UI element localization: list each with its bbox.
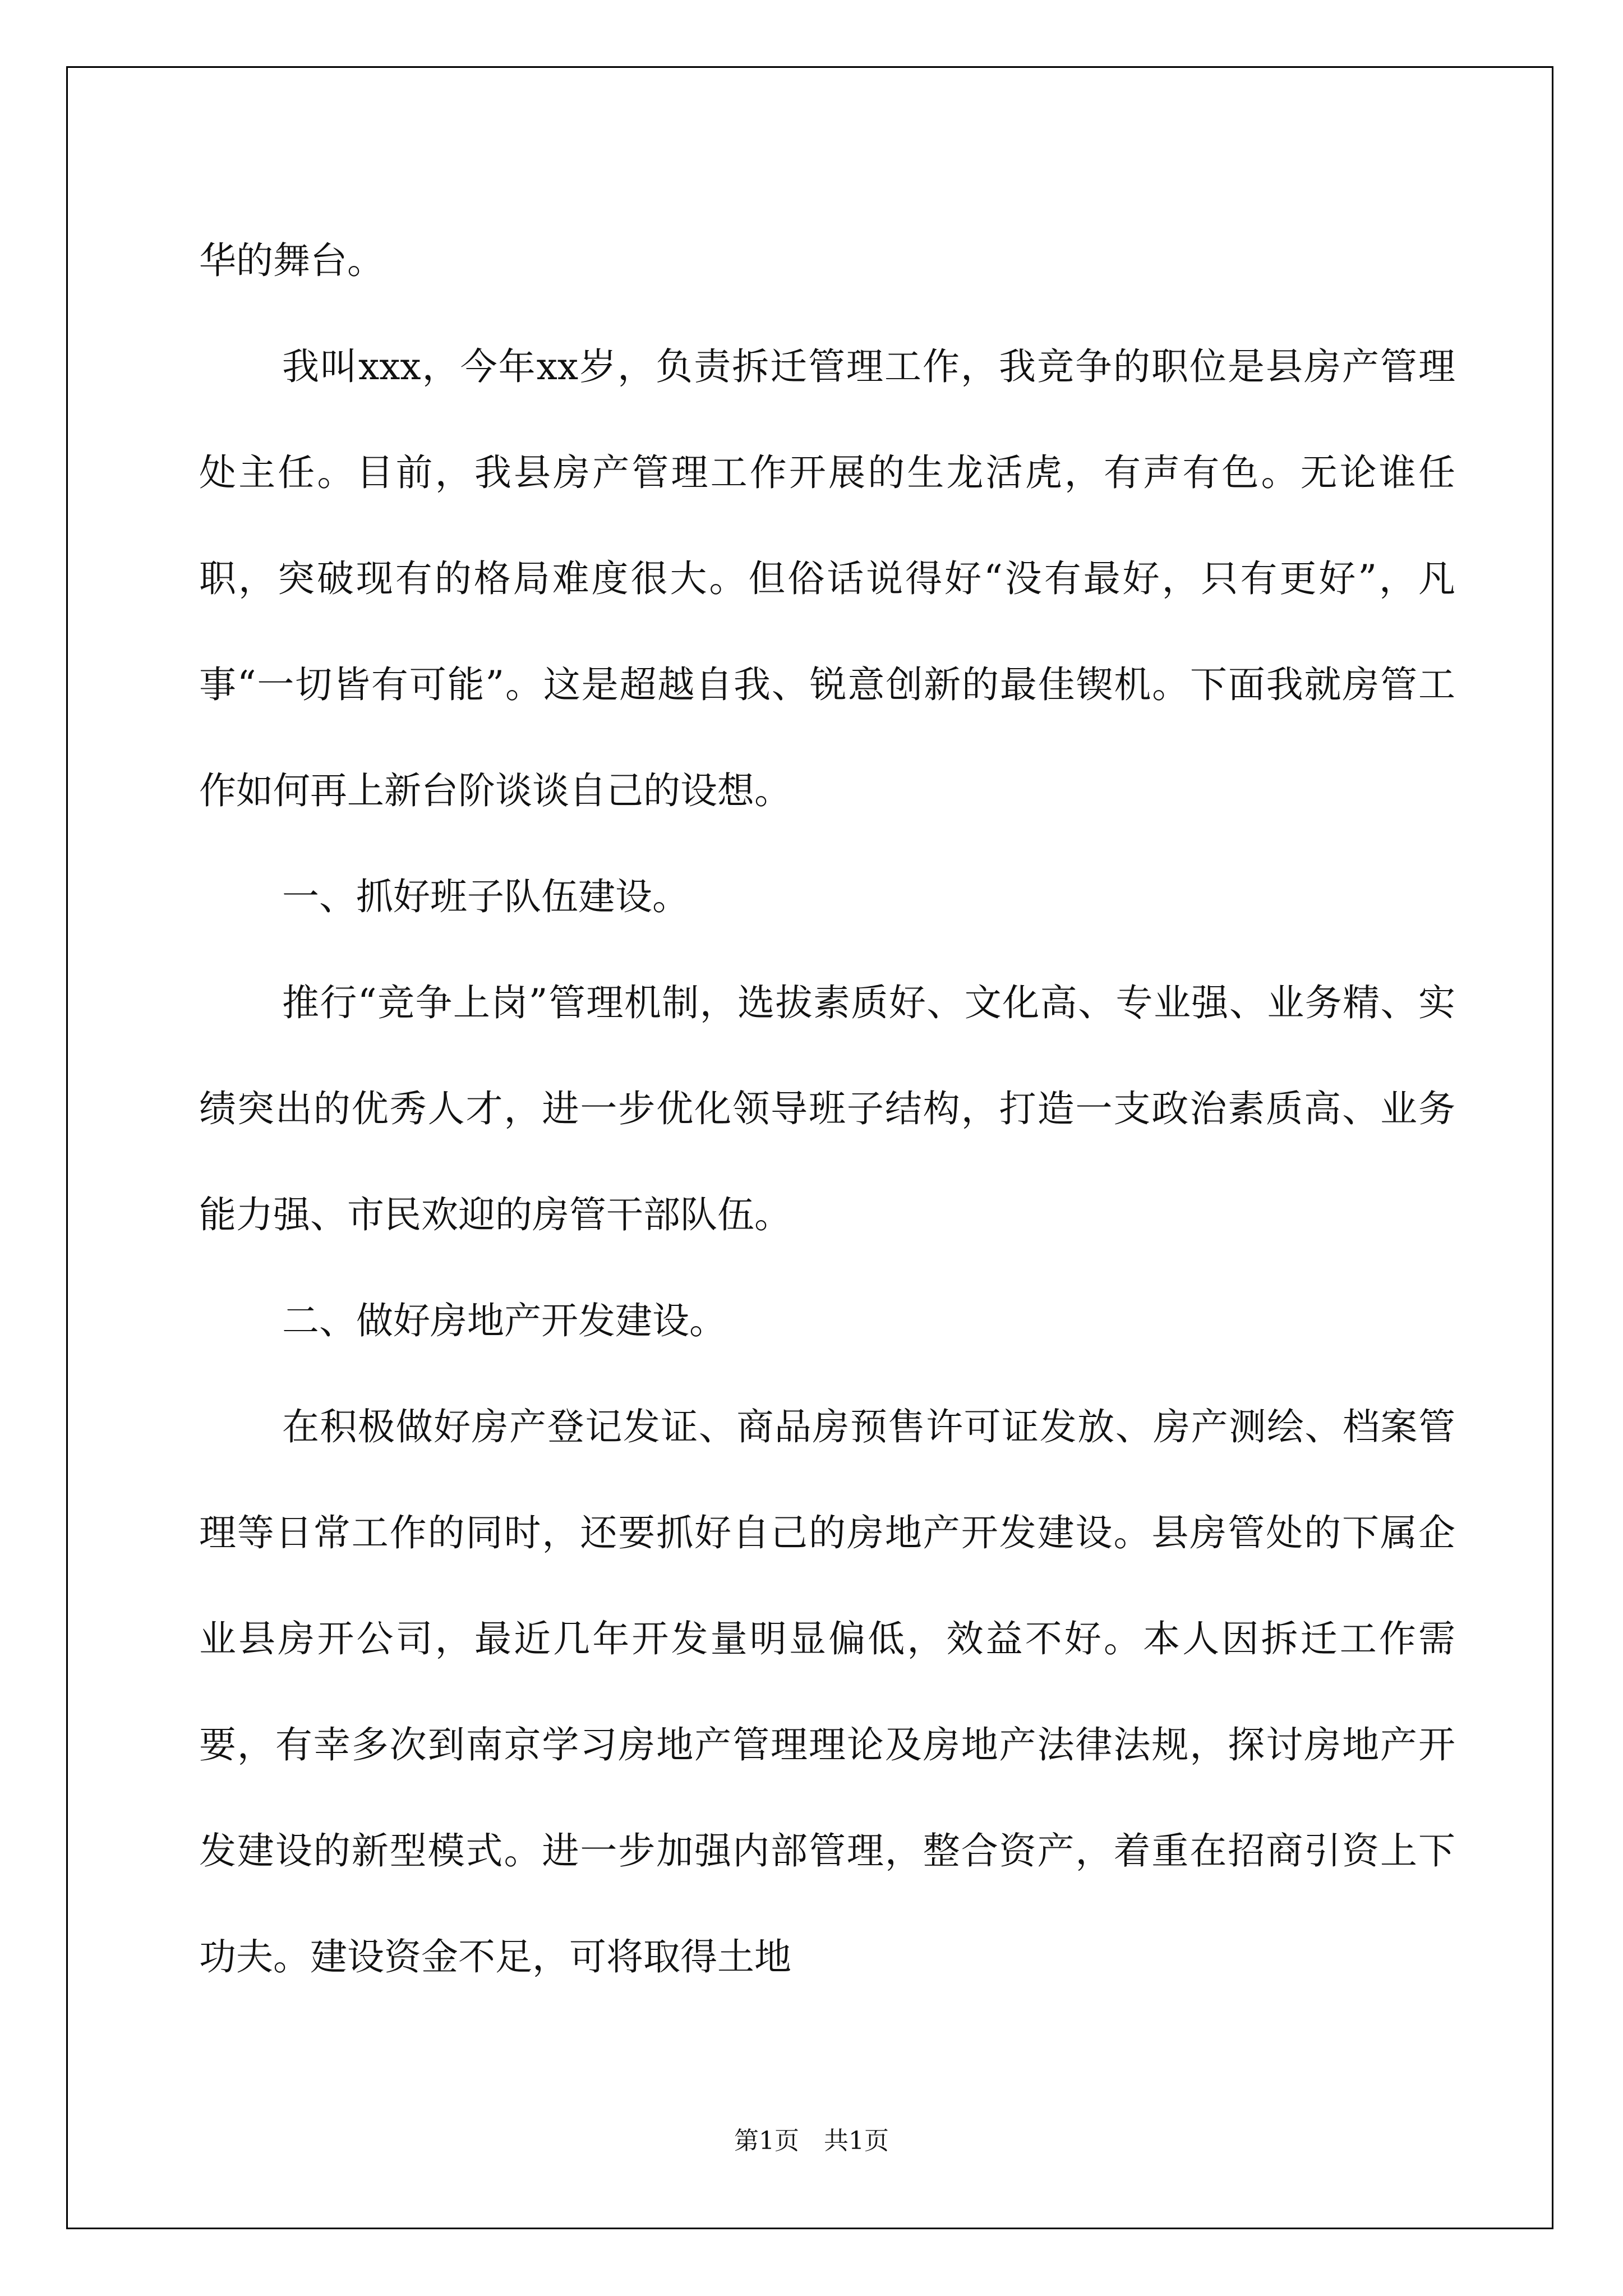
paragraph-continuation: 华的舞台。 [199, 239, 384, 282]
document-body [199, 208, 1455, 2010]
paragraph-real-estate-development: 在积极做好房产登记发证、商品房预售许可证发放、房产测绘、档案管理等日常工作的同时，还要抓好自己的房地产开发建设。县房管处的下属企业县房开公司，最近几年开发量明显偏低，效益不好。本人因拆迁工作需要，有幸多次到南京学习房地产管理理论及房地产法律法规，探讨房地产开发建设的新型模式。进一步加强内部管理，整合资产，着重在招商引资上下功夫。建设资金不足，可将取得土地 [199, 1405, 1455, 1978]
section-heading-real-estate-development: 二、做好房地产开发建设。 [282, 1299, 726, 1342]
section-heading-team-building: 一、抓好班子队伍建设。 [282, 875, 689, 918]
paragraph-team-building: 推行“竞争上岗”管理机制，选拔素质好、文化高、专业强、业务精、实绩突出的优秀人才，进一步优化领导班子结构，打造一支政治素质高、业务能力强、市民欢迎的房管干部队伍。 [199, 981, 1455, 1236]
page-footer: 第1页 共1页 [734, 2127, 889, 2155]
paragraph-introduction: 我叫xxx，今年xx岁，负责拆迁管理工作，我竞争的职位是县房产管理处主任。目前，我县房产管理工作开展的生龙活虎，有声有色。无论谁任职，突破现有的格局难度很大。但俗话说得好“没有最好，只有更好”，凡事“一切皆有可能”。这是超越自我、锐意创新的最佳锲机。下面我就房管工作如何再上新台阶谈谈自己的设想。 [199, 345, 1455, 812]
